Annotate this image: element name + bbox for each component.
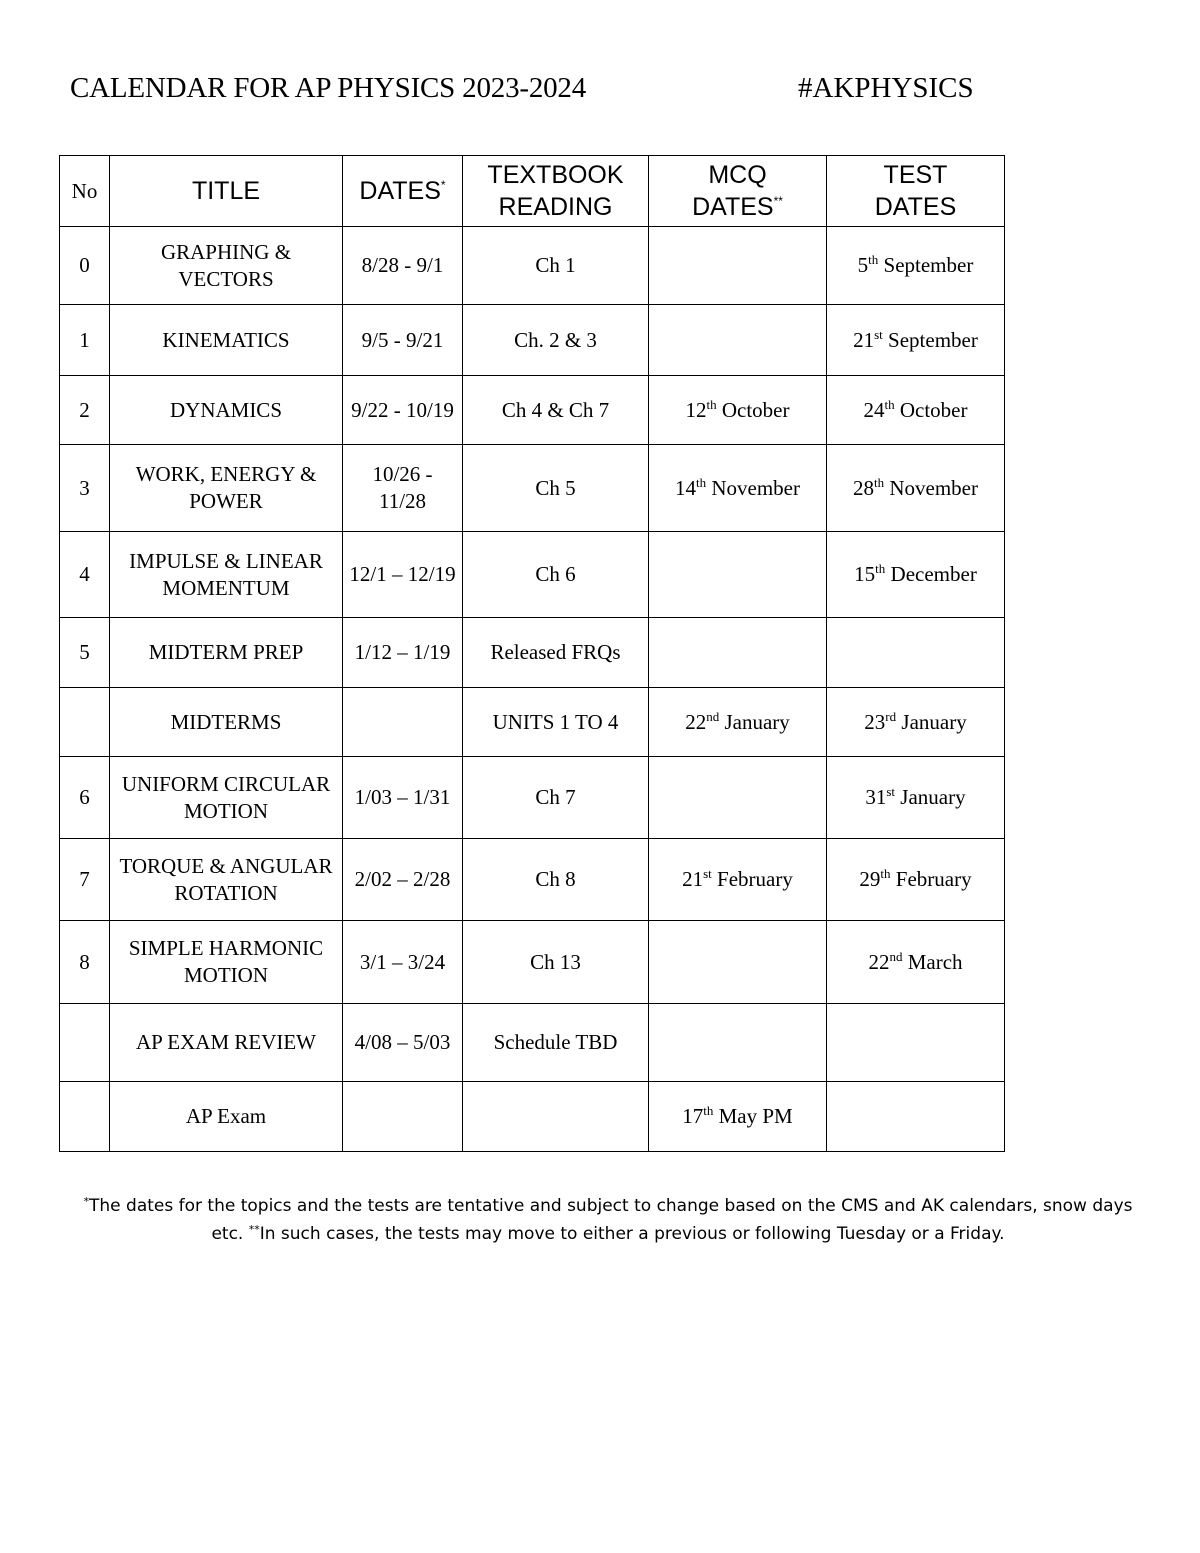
cell-mcq-date: 14th November (649, 445, 827, 532)
table-row (60, 921, 1005, 1004)
cell-mcq-date: 12th October (649, 376, 827, 445)
cell-title: GRAPHING & VECTORS (110, 227, 343, 305)
cell-mcq-date: 17th May PM (649, 1082, 827, 1152)
cell-test-date: 31st January (827, 757, 1005, 839)
cell-reading: Ch 5 (463, 445, 649, 532)
cell-title: IMPULSE & LINEAR MOMENTUM (110, 532, 343, 618)
cell-title: AP Exam (110, 1082, 343, 1152)
cell-test-date (827, 1082, 1005, 1152)
cell-reading: Ch 13 (463, 921, 649, 1004)
cell-mcq-date (649, 618, 827, 688)
cell-dates (343, 1082, 463, 1152)
cell-dates: 1/03 – 1/31 (343, 757, 463, 839)
cell-test-date: 23rd January (827, 688, 1005, 757)
column-header-title: TITLE (110, 156, 343, 227)
cell-title: SIMPLE HARMONIC MOTION (110, 921, 343, 1004)
cell-mcq-date: 22nd January (649, 688, 827, 757)
table-row (60, 376, 1005, 445)
cell-dates: 3/1 – 3/24 (343, 921, 463, 1004)
cell-test-date: 29th February (827, 839, 1005, 921)
cell-reading: Ch 6 (463, 532, 649, 618)
cell-dates: 1/12 – 1/19 (343, 618, 463, 688)
cell-no: 3 (60, 445, 110, 532)
cell-mcq-date (649, 921, 827, 1004)
cell-test-date (827, 618, 1005, 688)
table-row (60, 1082, 1005, 1152)
cell-title: AP EXAM REVIEW (110, 1004, 343, 1082)
calendar-table (59, 155, 1005, 1152)
table-row (60, 532, 1005, 618)
table-row (60, 757, 1005, 839)
table-row (60, 688, 1005, 757)
cell-dates: 9/5 - 9/21 (343, 305, 463, 376)
cell-mcq-date (649, 532, 827, 618)
cell-title: WORK, ENERGY & POWER (110, 445, 343, 532)
table-row (60, 445, 1005, 532)
cell-reading: Ch 1 (463, 227, 649, 305)
cell-dates: 9/22 - 10/19 (343, 376, 463, 445)
cell-no: 2 (60, 376, 110, 445)
cell-mcq-date (649, 227, 827, 305)
cell-dates: 4/08 – 5/03 (343, 1004, 463, 1082)
table-row (60, 839, 1005, 921)
cell-mcq-date (649, 305, 827, 376)
column-header-dates: DATES* (343, 156, 463, 227)
cell-title: MIDTERM PREP (110, 618, 343, 688)
header-row (60, 156, 1005, 227)
cell-test-date: 22nd March (827, 921, 1005, 1004)
cell-test-date: 15th December (827, 532, 1005, 618)
cell-title: MIDTERMS (110, 688, 343, 757)
cell-dates: 12/1 – 12/19 (343, 532, 463, 618)
cell-test-date: 28th November (827, 445, 1005, 532)
cell-title: TORQUE & ANGULAR ROTATION (110, 839, 343, 921)
cell-no: 0 (60, 227, 110, 305)
cell-title: KINEMATICS (110, 305, 343, 376)
footnote: *The dates for the topics and the tests are tentative and subject to change based on the CMS and AK calendars, snow days etc. **In such cases, the tests may move to either a previous or following Tuesday or a Friday. (83, 1195, 1133, 1244)
column-header-no: No (60, 156, 110, 227)
cell-title: DYNAMICS (110, 376, 343, 445)
cell-dates (343, 688, 463, 757)
column-header-reading: TEXTBOOK READING (463, 156, 649, 227)
cell-reading: Ch 8 (463, 839, 649, 921)
column-header-test: TEST DATES (827, 156, 1005, 227)
dates-footnote-mark: * (440, 178, 446, 192)
cell-reading: UNITS 1 TO 4 (463, 688, 649, 757)
cell-no: 8 (60, 921, 110, 1004)
cell-no: 1 (60, 305, 110, 376)
cell-title: UNIFORM CIRCULAR MOTION (110, 757, 343, 839)
table-row (60, 1004, 1005, 1082)
cell-mcq-date: 21st February (649, 839, 827, 921)
cell-reading: Ch 7 (463, 757, 649, 839)
cell-test-date: 5th September (827, 227, 1005, 305)
cell-reading: Ch. 2 & 3 (463, 305, 649, 376)
column-header-mcq: MCQ DATES** (649, 156, 827, 227)
cell-dates: 2/02 – 2/28 (343, 839, 463, 921)
cell-test-date (827, 1004, 1005, 1082)
mcq-footnote-mark: ** (773, 194, 783, 208)
cell-dates: 8/28 - 9/1 (343, 227, 463, 305)
cell-mcq-date (649, 1004, 827, 1082)
table-row (60, 227, 1005, 305)
page-title: CALENDAR FOR AP PHYSICS 2023-2024 (70, 72, 587, 104)
cell-reading: Ch 4 & Ch 7 (463, 376, 649, 445)
cell-test-date: 24th October (827, 376, 1005, 445)
cell-test-date: 21st September (827, 305, 1005, 376)
cell-no: 5 (60, 618, 110, 688)
cell-dates: 10/26 - 11/28 (343, 445, 463, 532)
cell-reading: Released FRQs (463, 618, 649, 688)
hashtag: #AKPHYSICS (798, 72, 974, 104)
table-row (60, 305, 1005, 376)
cell-no (60, 1004, 110, 1082)
cell-reading: Schedule TBD (463, 1004, 649, 1082)
cell-no: 7 (60, 839, 110, 921)
cell-mcq-date (649, 757, 827, 839)
cell-no (60, 688, 110, 757)
cell-no (60, 1082, 110, 1152)
cell-no: 6 (60, 757, 110, 839)
table-row (60, 618, 1005, 688)
cell-no: 4 (60, 532, 110, 618)
cell-reading (463, 1082, 649, 1152)
